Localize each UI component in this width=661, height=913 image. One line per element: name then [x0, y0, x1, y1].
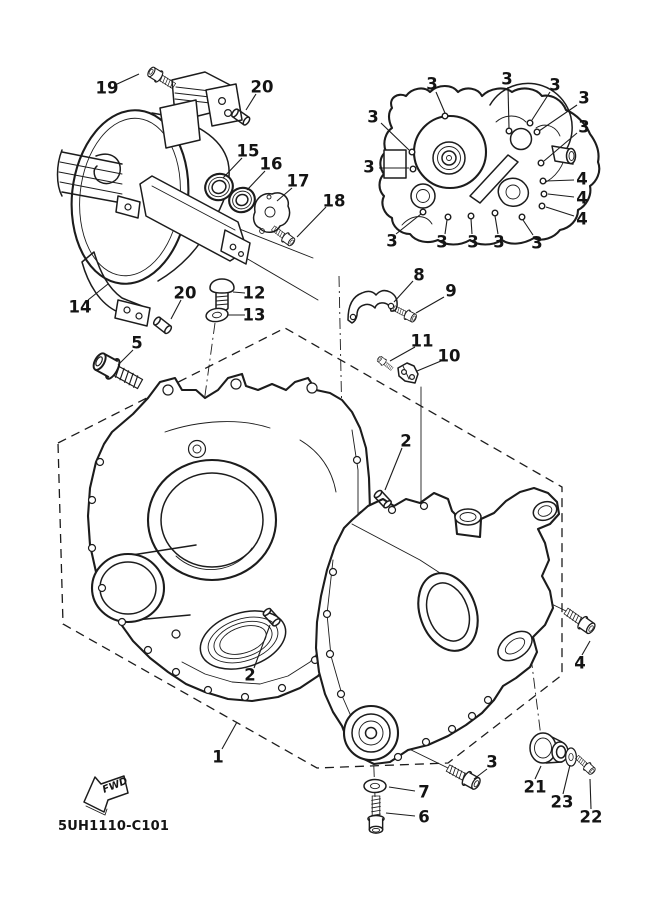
fwd-label: FWD	[101, 775, 130, 796]
callout-leader-3	[474, 769, 487, 779]
callout-20: 20	[173, 283, 197, 303]
callout-17: 17	[286, 171, 310, 191]
plate-17	[254, 193, 290, 233]
callout-leader-6	[386, 813, 415, 816]
plug-12	[210, 279, 234, 311]
callout-20: 20	[250, 77, 274, 97]
callout-leader-18	[297, 207, 326, 237]
callout-leader-1	[222, 722, 237, 749]
callout-3: 3	[578, 117, 590, 137]
callout-3: 3	[493, 232, 505, 252]
callout-3: 3	[363, 157, 375, 177]
callout-leader-9	[416, 297, 444, 313]
pin-20-lower	[152, 316, 172, 335]
callout-12: 12	[242, 283, 266, 303]
callout-7: 7	[418, 782, 430, 802]
callout-13: 13	[242, 305, 266, 325]
callout-9: 9	[445, 281, 457, 301]
callout-16: 16	[259, 154, 283, 174]
bolt-4	[562, 605, 598, 636]
callout-23: 23	[550, 792, 574, 812]
screw-18	[270, 224, 297, 248]
callout-3: 3	[467, 232, 479, 252]
callout-11: 11	[410, 331, 434, 351]
callout-3: 3	[367, 107, 379, 127]
bolt-5	[90, 350, 145, 394]
callout-leader-16	[247, 171, 265, 190]
callout-18: 18	[322, 191, 346, 211]
callout-2: 2	[244, 665, 256, 685]
callout-leader-2	[385, 448, 402, 490]
washer-13	[205, 307, 229, 323]
callout-leader-19	[115, 74, 139, 85]
callout-3: 3	[386, 231, 398, 251]
callout-22: 22	[579, 807, 603, 827]
callout-leader-7	[389, 787, 415, 791]
callout-1: 1	[212, 747, 224, 767]
callout-10: 10	[437, 346, 461, 366]
bolt-6	[368, 796, 384, 833]
callout-3: 3	[436, 232, 448, 252]
callout-2: 2	[400, 431, 412, 451]
callout-14: 14	[68, 297, 92, 317]
callout-4: 4	[574, 653, 586, 673]
callout-3: 3	[531, 233, 543, 253]
stay-8	[348, 291, 397, 323]
part-code: 5UH1110-C101	[58, 819, 170, 834]
bolt-22	[574, 753, 597, 776]
callout-5: 5	[131, 333, 143, 353]
oil-plug-boss	[189, 441, 206, 458]
callout-leader-15	[223, 158, 242, 178]
callout-15: 15	[236, 141, 260, 161]
callout-4: 4	[576, 188, 588, 208]
fwd-arrow	[84, 776, 129, 815]
callout-3: 3	[549, 75, 561, 95]
callout-leader-20	[171, 300, 181, 319]
callout-21: 21	[523, 777, 547, 797]
callout-4: 4	[576, 169, 588, 189]
callout-4: 4	[576, 209, 588, 229]
washer-23	[566, 748, 577, 766]
callout-6: 6	[418, 807, 430, 827]
clamp-10	[398, 363, 418, 383]
screw-11	[376, 355, 394, 372]
callout-leader-22	[590, 779, 591, 809]
right-crankcase-half	[316, 488, 559, 764]
callout-3: 3	[426, 74, 438, 94]
callout-3: 3	[486, 752, 498, 772]
washer-7	[364, 780, 386, 793]
callout-8: 8	[413, 265, 425, 285]
callout-19: 19	[95, 78, 119, 98]
callout-leader-23	[563, 765, 570, 794]
callout-3: 3	[501, 69, 513, 89]
bushing-21	[530, 733, 568, 763]
callout-leader-8	[394, 281, 413, 302]
callout-3: 3	[578, 88, 590, 108]
